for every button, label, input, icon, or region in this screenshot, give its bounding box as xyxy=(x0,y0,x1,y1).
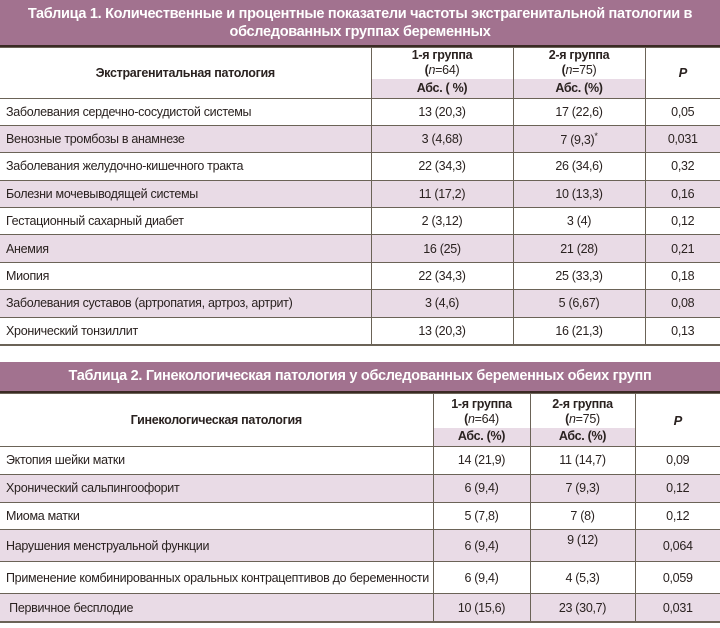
group1-value: 6 (9,4) xyxy=(433,530,530,562)
p-value: 0,16 xyxy=(645,180,720,207)
group1-value: 16 (25) xyxy=(371,235,513,262)
column-header-pathology: Гинекологическая патология xyxy=(0,394,433,447)
subheader-group2-abs: Абс. (%) xyxy=(513,79,645,98)
group2-value: 17 (22,6) xyxy=(513,98,645,125)
table-2-caption: Таблица 2. Гинекологическая патология у обследованных беременных обеих групп xyxy=(0,362,720,393)
row-label: Первичное бесплодие xyxy=(0,594,433,622)
p-value: 0,32 xyxy=(645,153,720,180)
row-label: Венозные тромбозы в анамнезе xyxy=(0,125,371,152)
group2-value: 7 (9,3) xyxy=(530,474,635,502)
p-value: 0,08 xyxy=(645,290,720,317)
p-value: 0,12 xyxy=(635,474,720,502)
group1-value: 10 (15,6) xyxy=(433,594,530,622)
table-2 xyxy=(0,362,720,623)
table-1-caption xyxy=(0,0,720,47)
p-value: 0,13 xyxy=(645,317,720,344)
table-1-caption-line2: обследованных группах беременных xyxy=(229,24,491,40)
row-label: Применение комбинированных оральных контрацептивов до беременности xyxy=(0,562,433,594)
group2-value: 5 (6,67) xyxy=(513,290,645,317)
subheader-group1-abs: Абс. (%) xyxy=(433,428,530,447)
group1-value: 3 (4,6) xyxy=(371,290,513,317)
row-label: Хронический сальпингоофорит xyxy=(0,474,433,502)
table-row xyxy=(0,530,720,562)
p-value: 0,059 xyxy=(635,562,720,594)
column-header-p: P xyxy=(635,394,720,447)
group1-value: 6 (9,4) xyxy=(433,562,530,594)
row-label: Гестационный сахарный диабет xyxy=(0,208,371,235)
row-label: Анемия xyxy=(0,235,371,262)
group1-value: 22 (34,3) xyxy=(371,262,513,289)
row-label: Заболевания суставов (артропатия, артроз, артрит) xyxy=(0,290,371,317)
table-row xyxy=(0,153,720,180)
subheader-group2-abs: Абс. (%) xyxy=(530,428,635,447)
table-row xyxy=(0,594,720,622)
column-header-group2: 2-я группа (n=75) xyxy=(513,48,645,80)
group1-value: 13 (20,3) xyxy=(371,98,513,125)
group2-value: 23 (30,7) xyxy=(530,594,635,622)
row-label: Нарушения менструальной функции xyxy=(0,530,433,562)
column-header-group2: 2-я группа (n=75) xyxy=(530,394,635,428)
group2-value: 11 (14,7) xyxy=(530,447,635,475)
p-value: 0,12 xyxy=(645,208,720,235)
table-2-grid xyxy=(0,393,720,623)
row-label: Хронический тонзиллит xyxy=(0,317,371,344)
group1-value: 3 (4,68) xyxy=(371,125,513,152)
group1-value: 5 (7,8) xyxy=(433,502,530,530)
p-value: 0,09 xyxy=(635,447,720,475)
group2-value: 7 (9,3)* xyxy=(513,125,645,152)
table-row xyxy=(0,98,720,125)
group2-value: 10 (13,3) xyxy=(513,180,645,207)
table-row xyxy=(0,502,720,530)
row-label: Эктопия шейки матки xyxy=(0,447,433,475)
group1-value: 6 (9,4) xyxy=(433,474,530,502)
group2-value: 7 (8) xyxy=(530,502,635,530)
table-row xyxy=(0,125,720,152)
table-1-caption-line1: Таблица 1. Количественные и процентные показатели частоты экстрагенитальной патологии в xyxy=(27,6,693,22)
table-row xyxy=(0,562,720,594)
p-value: 0,05 xyxy=(645,98,720,125)
group1-value: 13 (20,3) xyxy=(371,317,513,344)
column-header-group1: 1-я группа (n=64) xyxy=(433,394,530,428)
row-label: Заболевания желудочно-кишечного тракта xyxy=(0,153,371,180)
row-label: Миопия xyxy=(0,262,371,289)
p-value: 0,21 xyxy=(645,235,720,262)
row-label: Болезни мочевыводящей системы xyxy=(0,180,371,207)
column-header-p: P xyxy=(645,48,720,99)
group2-value: 21 (28) xyxy=(513,235,645,262)
p-value: 0,031 xyxy=(635,594,720,622)
subheader-group1-abs: Абс. ( %) xyxy=(371,79,513,98)
group1-value: 14 (21,9) xyxy=(433,447,530,475)
p-value: 0,064 xyxy=(635,530,720,562)
significance-asterisk: * xyxy=(594,131,598,141)
group1-value: 11 (17,2) xyxy=(371,180,513,207)
table-row xyxy=(0,208,720,235)
group2-value: 26 (34,6) xyxy=(513,153,645,180)
p-value: 0,12 xyxy=(635,502,720,530)
column-header-group1: 1-я группа (n=64) xyxy=(371,48,513,80)
column-header-pathology: Экстрагенитальная патология xyxy=(0,48,371,99)
table-row xyxy=(0,290,720,317)
group1-value: 2 (3,12) xyxy=(371,208,513,235)
table-row xyxy=(0,474,720,502)
group2-value: 16 (21,3) xyxy=(513,317,645,344)
table-2-header-row xyxy=(0,394,720,428)
group2-value: 4 (5,3) xyxy=(530,562,635,594)
group1-value: 22 (34,3) xyxy=(371,153,513,180)
p-value: 0,031 xyxy=(645,125,720,152)
table-1-header-row xyxy=(0,48,720,80)
table-row xyxy=(0,235,720,262)
group2-value: 3 (4) xyxy=(513,208,645,235)
table-1-grid xyxy=(0,47,720,346)
table-row xyxy=(0,447,720,475)
group2-value: 9 (12) xyxy=(530,530,635,562)
row-label: Миома матки xyxy=(0,502,433,530)
table-row xyxy=(0,180,720,207)
row-label: Заболевания сердечно-сосудистой системы xyxy=(0,98,371,125)
table-row xyxy=(0,262,720,289)
group2-value: 25 (33,3) xyxy=(513,262,645,289)
p-value: 0,18 xyxy=(645,262,720,289)
table-row xyxy=(0,317,720,344)
